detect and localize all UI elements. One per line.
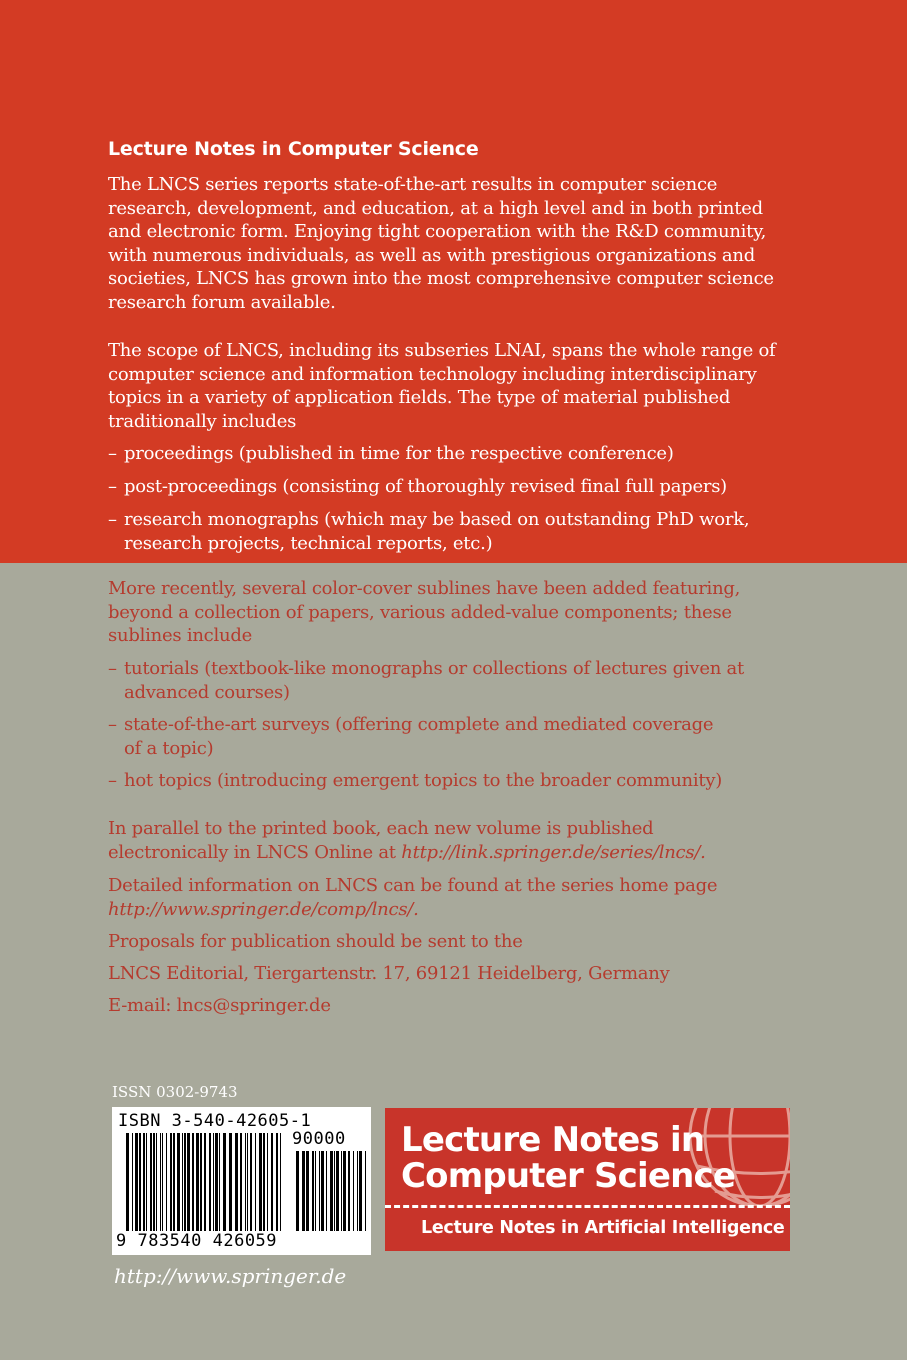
barcode-bar — [219, 1133, 220, 1231]
ean-digits: 9 783540 426059 — [116, 1231, 278, 1251]
barcode-bar — [321, 1151, 324, 1231]
barcode-bar — [213, 1133, 214, 1245]
barcode-bar — [326, 1151, 327, 1231]
barcode-bar — [319, 1151, 320, 1231]
lncs-online-link[interactable]: http://link.springer.de/series/lncs/. — [401, 841, 706, 863]
isbn-text: ISBN 3-540-42605-1 — [118, 1111, 312, 1131]
barcode-bar — [250, 1133, 252, 1231]
text-line: More recently, several color-cover sublines have been added featuring, — [108, 578, 741, 599]
barcode-bar — [334, 1151, 335, 1231]
series-homepage-link[interactable]: http://www.springer.de/comp/lncs/. — [108, 898, 419, 920]
barcode-bar — [365, 1151, 366, 1231]
barcode-bar — [315, 1151, 316, 1231]
barcode-bar — [135, 1133, 138, 1231]
text-line: hot topics (introducing emergent topics to the broader community) — [124, 770, 723, 791]
text-line: advanced courses) — [124, 681, 290, 703]
scope-description — [108, 339, 788, 433]
barcode-bar — [267, 1133, 268, 1231]
barcode-bar — [312, 1151, 314, 1231]
barcode-bar — [330, 1151, 333, 1231]
barcode-bar — [343, 1151, 346, 1231]
text-line: research forum available. — [108, 291, 336, 313]
issn-number: ISSN 0302-9743 — [112, 1083, 238, 1101]
series-heading: Lecture Notes in Computer Science — [108, 138, 479, 160]
text-line: In parallel to the printed book, each new volume is published — [108, 818, 654, 839]
logo-title-line: Computer Science — [401, 1156, 736, 1196]
barcode-bar — [341, 1151, 342, 1231]
dashed-divider — [385, 1205, 790, 1208]
barcode-bar — [240, 1133, 242, 1231]
barcode-bar — [245, 1133, 246, 1231]
barcode-bar — [146, 1133, 147, 1231]
text-line: computer science and information technology including interdisciplinary — [108, 363, 757, 385]
text-line: post-proceedings (consisting of thoroughly revised final full papers) — [124, 476, 727, 497]
text-line: The scope of LNCS, including its subseries LNAI, spans the whole range of — [108, 340, 776, 361]
barcode-bar — [357, 1151, 358, 1231]
homepage-info — [108, 874, 788, 921]
barcode-bar — [353, 1151, 354, 1231]
barcode-bar — [166, 1133, 167, 1231]
barcode-bar — [348, 1151, 350, 1231]
list-item — [108, 769, 788, 793]
barcode-bar — [162, 1133, 163, 1231]
logo-title-line: Lecture Notes in — [401, 1120, 705, 1160]
list-dash: – — [108, 658, 117, 679]
logo-subtitle: Lecture Notes in Artificial Intelligence — [421, 1218, 785, 1238]
barcode-bar — [173, 1133, 175, 1231]
barcode-bar — [235, 1133, 238, 1231]
editorial-address: LNCS Editorial, Tiergartenstr. 17, 69121 Heidelberg, Germany — [108, 963, 670, 984]
barcode-bars — [126, 1133, 286, 1245]
barcode-bar — [263, 1133, 265, 1231]
barcode-bar — [200, 1133, 202, 1231]
barcode-bar — [247, 1133, 248, 1231]
barcode-bar — [160, 1133, 161, 1231]
list-dash: – — [108, 714, 117, 735]
text-line: research monographs (which may be based on outstanding PhD work, — [124, 509, 750, 530]
barcode-bar — [229, 1133, 232, 1231]
list-dash: – — [108, 476, 117, 497]
text-line: traditionally includes — [108, 410, 297, 432]
text-line: state-of-the-art surveys (offering complete and mediated coverage — [124, 714, 714, 735]
publisher-website-link[interactable]: http://www.springer.de — [114, 1264, 347, 1288]
text-line: Detailed information on LNCS can be found at the series home page — [108, 875, 718, 896]
text-line: The LNCS series reports state-of-the-art results in computer science — [108, 174, 718, 195]
list-dash: – — [108, 509, 117, 530]
barcode-bar — [215, 1133, 218, 1231]
barcode-bar — [359, 1151, 362, 1231]
barcode-bar — [143, 1133, 145, 1231]
sublines-description — [108, 577, 788, 648]
barcode-bar — [302, 1151, 305, 1231]
barcode-bar — [255, 1133, 256, 1231]
barcode-bar — [187, 1133, 190, 1231]
barcode-bar — [153, 1133, 155, 1231]
barcode-bar — [280, 1133, 281, 1231]
addon-code: 90000 — [292, 1129, 346, 1149]
list-item — [108, 508, 788, 555]
barcode-bar — [306, 1151, 309, 1231]
online-info — [108, 817, 788, 864]
barcode-bar — [223, 1133, 226, 1231]
list-item — [108, 475, 788, 499]
text-line: and electronic form. Enjoying tight cooperation with the R&D community, — [108, 221, 767, 242]
text-line: with numerous individuals, as well as with prestigious organizations and — [108, 244, 755, 266]
barcode-bar — [276, 1133, 278, 1231]
text-line: topics in a variety of application fields. The type of material published — [108, 387, 731, 408]
list-item — [108, 713, 788, 760]
proposals-text: Proposals for publication should be sent to the — [108, 931, 523, 952]
text-line: societies, LNCS has grown into the most comprehensive computer science — [108, 268, 774, 289]
list-item — [108, 442, 788, 466]
text-line: proceedings (published in time for the respective conference) — [124, 443, 674, 464]
text-line: beyond a collection of papers, various added-value components; these — [108, 601, 732, 623]
barcode-bar — [296, 1151, 299, 1231]
list-item — [108, 657, 788, 704]
barcode-bar — [196, 1133, 199, 1231]
barcode-bar — [177, 1133, 180, 1231]
barcode-bar — [139, 1133, 141, 1231]
barcode-bar — [184, 1133, 186, 1231]
text-line: tutorials (textbook-like monographs or collections of lectures given at — [124, 658, 745, 679]
barcode-bar — [132, 1133, 133, 1245]
barcode-bar — [204, 1133, 206, 1231]
barcode-bar — [182, 1133, 183, 1231]
barcode-bar — [259, 1133, 262, 1231]
barcode-bar — [170, 1133, 172, 1231]
barcode-bar — [271, 1133, 273, 1231]
text-line: of a topic) — [124, 737, 214, 759]
text-line: research, development, and education, at a high level and in both printed — [108, 197, 763, 219]
text-line: electronically in LNCS Online at — [108, 841, 402, 863]
barcode-bar — [156, 1133, 157, 1231]
lncs-logo — [385, 1108, 790, 1251]
list-dash: – — [108, 443, 117, 464]
series-description — [108, 173, 788, 314]
barcode-bar — [150, 1133, 152, 1231]
barcode-bar — [336, 1151, 339, 1231]
isbn-barcode — [112, 1107, 371, 1255]
barcode-addon-bars — [296, 1151, 366, 1245]
list-dash: – — [108, 770, 117, 791]
text-line: sublines include — [108, 625, 253, 646]
logo-title — [401, 1122, 735, 1194]
barcode-bar — [126, 1133, 129, 1245]
text-line: research projects, technical reports, etc.) — [124, 532, 493, 554]
barcode-bar — [192, 1133, 194, 1231]
barcode-bar — [209, 1133, 211, 1245]
email-contact[interactable]: E-mail: lncs@springer.de — [108, 995, 331, 1016]
